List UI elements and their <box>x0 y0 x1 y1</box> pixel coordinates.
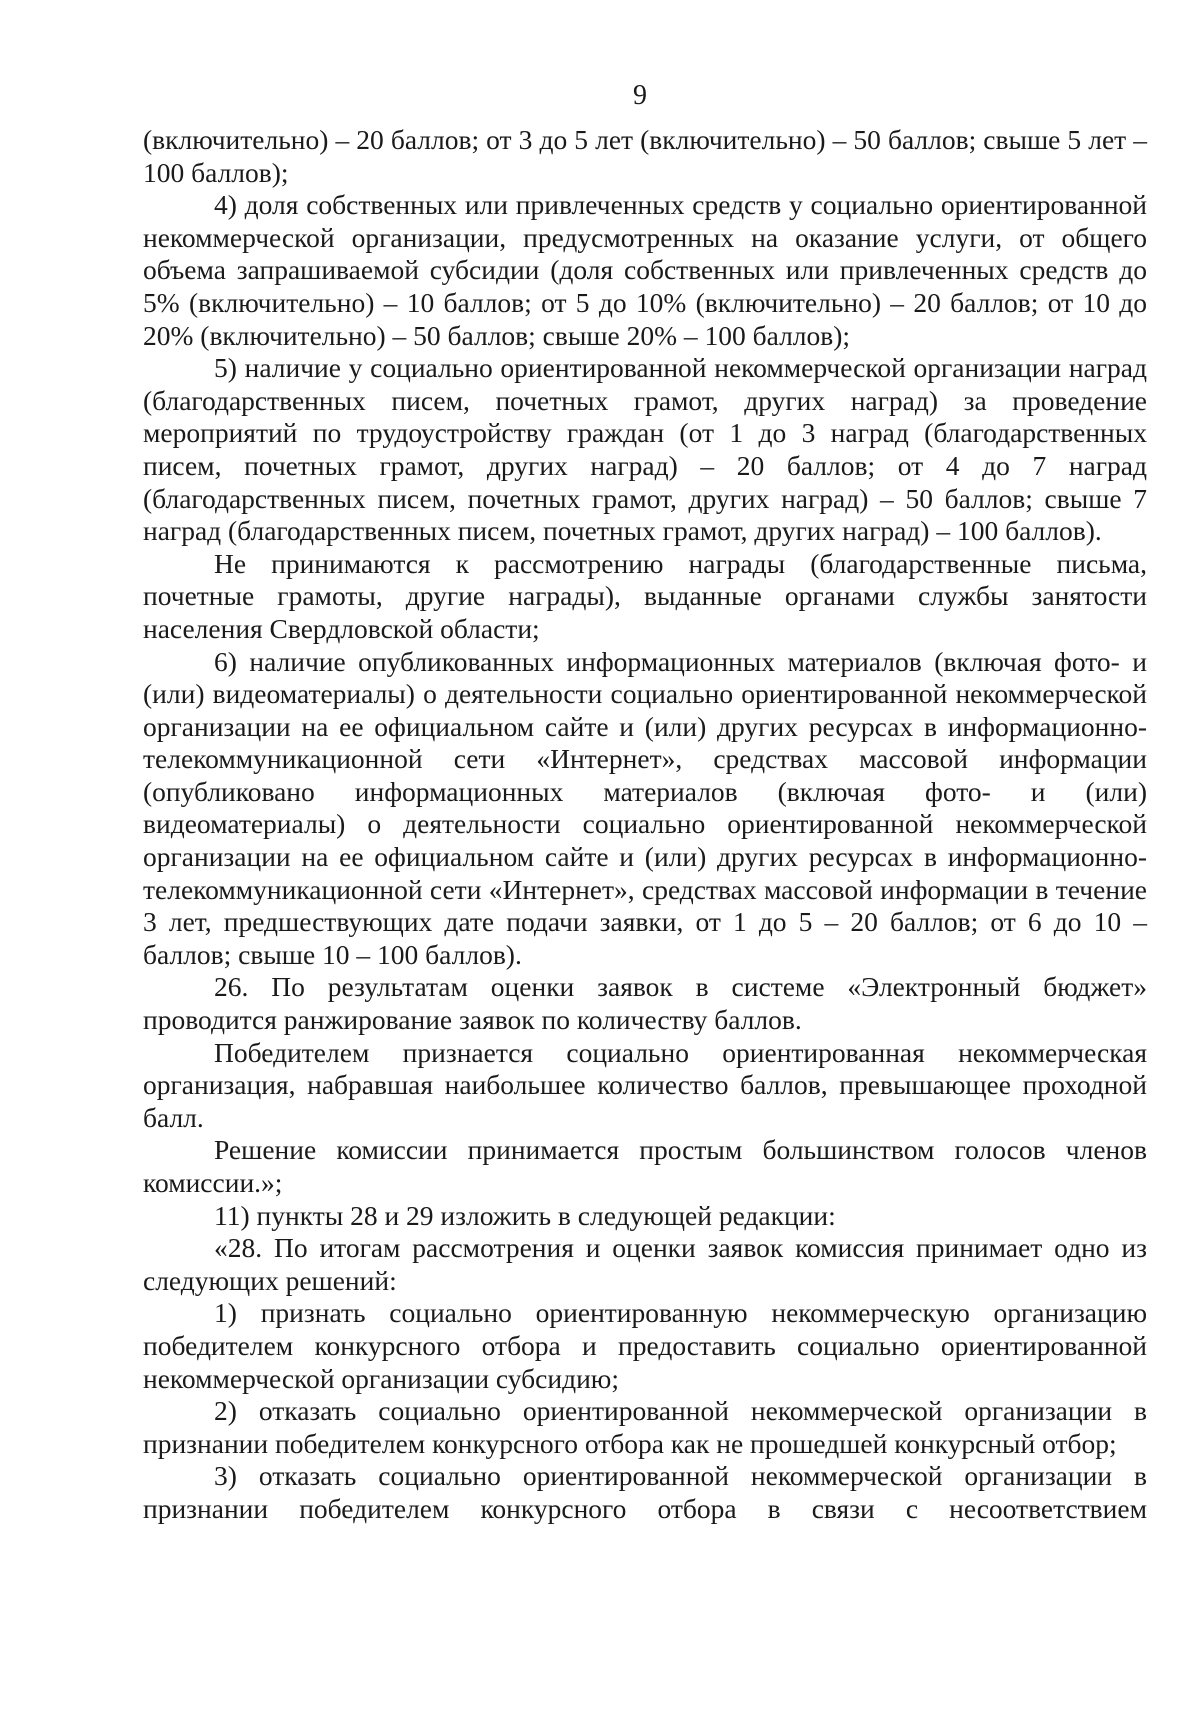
document-body <box>143 124 1147 1526</box>
paragraph: 6) наличие опубликованных информационных материалов (включая фото- и (или) видеоматериалы) о деятельности социально ориентированной некоммерческой организации на ее официальном сайте и (или) других ресурсах в информационно-телекоммуникационной сети «Интернет», средствах массовой информации (опубликовано информационных материалов (включая фото- и (или) видеоматериалы) о деятельности социально ориентированной некоммерческой организации на ее официальном сайте и (или) других ресурсах в информационно-телекоммуникационной сети «Интернет», средствах массовой информации в течение 3 лет, предшествующих дате подачи заявки, от 1 до 5 – 20 баллов; от 6 до 10 – баллов; свыше 10 – 100 баллов). <box>143 645 1147 970</box>
paragraph: Победителем признается социально ориентированная некоммерческая организация, набравшая наибольшее количество баллов, превышающее проходной балл. <box>143 1036 1147 1133</box>
paragraph: Решение комиссии принимается простым большинством голосов членов комиссии.»; <box>143 1134 1147 1198</box>
paragraph: 26. По результатам оценки заявок в системе «Электронный бюджет» проводится ранжирование заявок по количеству баллов. <box>143 971 1147 1036</box>
paragraph: Не принимаются к рассмотрению награды (благодарственные письма, почетные грамоты, другие награды), выданные органами службы занятости населения Свердловской области; <box>143 547 1147 644</box>
paragraph: 2) отказать социально ориентированной некоммерческой организации в признании победителем конкурсного отбора как не прошедшей конкурсный отбор; <box>143 1395 1147 1459</box>
paragraph: 1) признать социально ориентированную некоммерческую организацию победителем конкурсного отбора и предоставить социально ориентированной некоммерческой организации субсидию; <box>143 1297 1147 1394</box>
paragraph: 3) отказать социально ориентированной некоммерческой организации в признании победителем конкурсного отбора в связи с несоответствием <box>143 1460 1147 1524</box>
paragraph: 5) наличие у социально ориентированной некоммерческой организации наград (благодарственных писем, почетных грамот, других наград) за проведение мероприятий по трудоустройству граждан (от 1 до 3 наград (благодарственных писем, почетных грамот, других наград) – 20 баллов; от 4 до 7 наград (благодарственных писем, почетных грамот, других наград) – 50 баллов; свыше 7 наград (благодарственных писем, почетных грамот, других наград) – 100 баллов). <box>143 352 1147 547</box>
page-number: 9 <box>633 80 647 111</box>
paragraph: (включительно) – 20 баллов; от 3 до 5 лет (включительно) – 50 баллов; свыше 5 лет – 100 баллов); <box>143 124 1147 188</box>
paragraph: 4) доля собственных или привлеченных средств у социально ориентированной некоммерческой организации, предусмотренных на оказание услуги, от общего объема запрашиваемой субсидии (доля собственных или привлеченных средств до 5% (включительно) – 10 баллов; от 5 до 10% (включительно) – 20 баллов; от 10 до 20% (включительно) – 50 баллов; свыше 20% – 100 баллов); <box>143 189 1147 351</box>
paragraph: «28. По итогам рассмотрения и оценки заявок комиссия принимает одно из следующих решений: <box>143 1232 1147 1296</box>
paragraph: 11) пункты 28 и 29 изложить в следующей редакции: <box>214 1199 836 1231</box>
